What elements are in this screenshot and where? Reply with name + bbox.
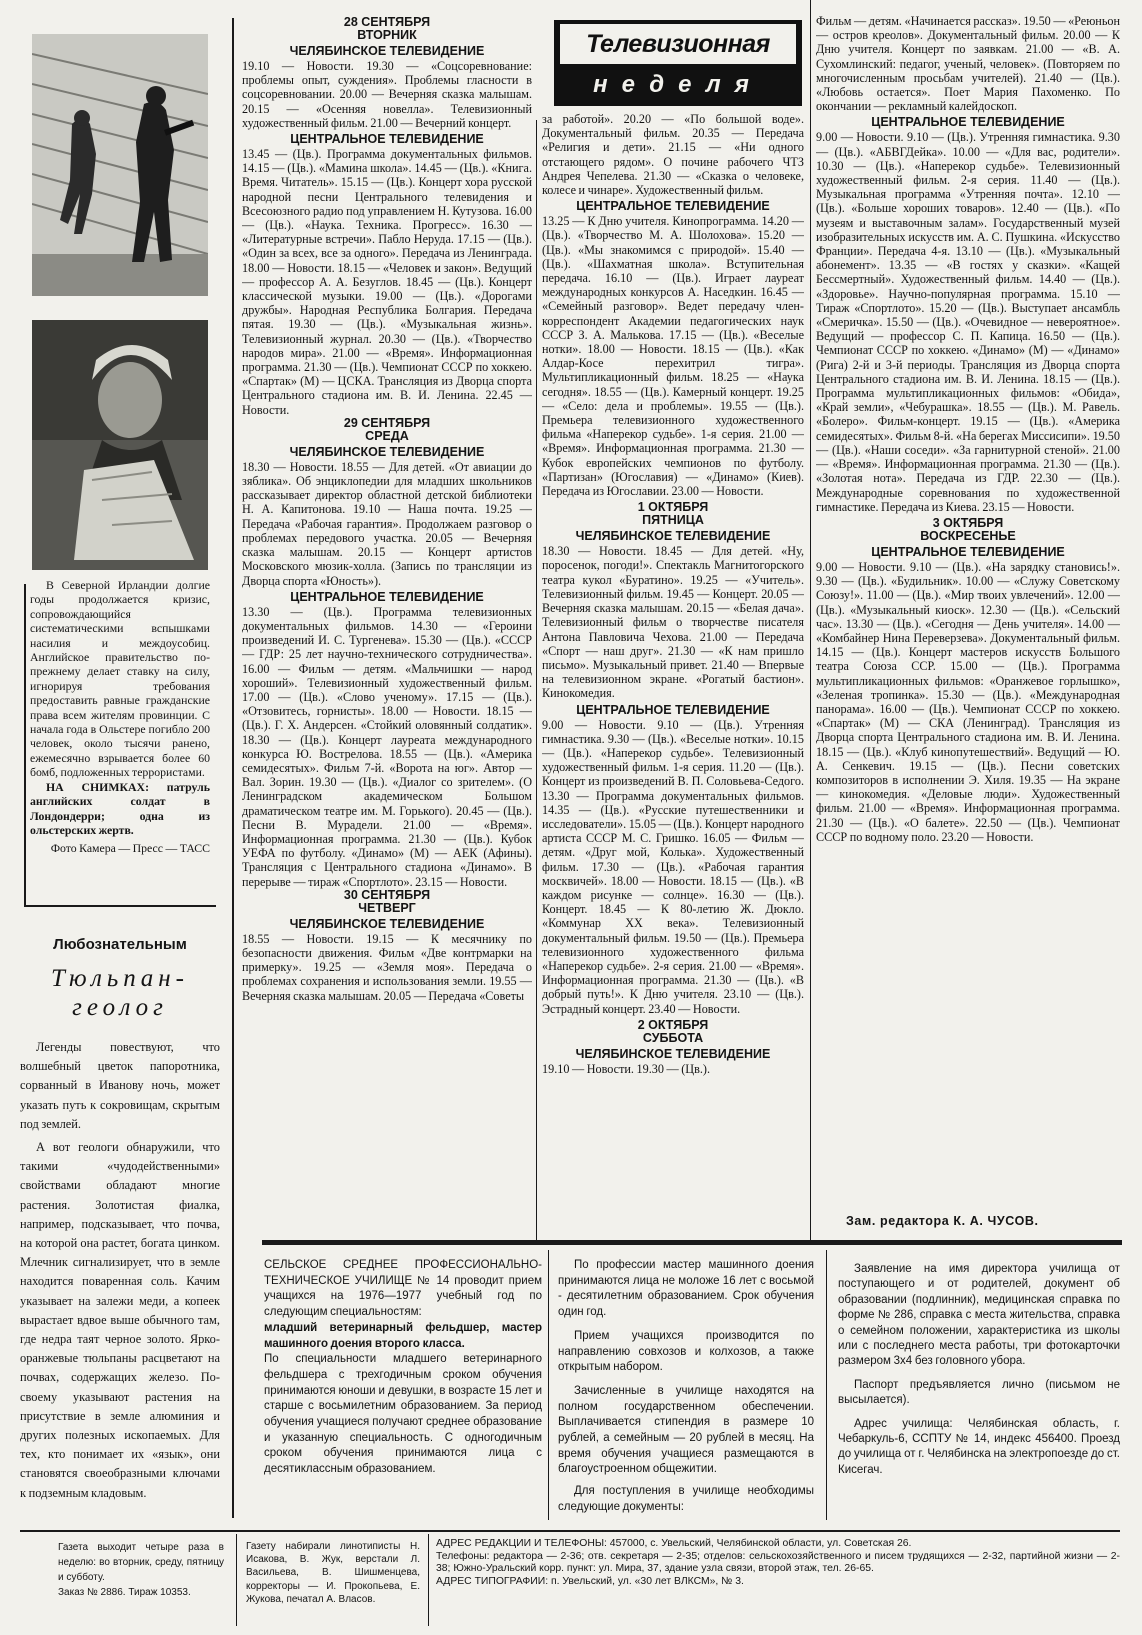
program-text: 18.55 — Новости. 19.15 — К месячнику по безопасности движения. Фильм «Две контрмарки на примерку». 19.25 — «Земля моя». Передача о проблемах сохранения и использования земли. 19.55 — Вечерняя сказка малышам. 20.05 — Передача «Советы: [242, 931, 532, 1003]
program-text: 9.00 — Новости. 9.10 — (Цв.). Утренняя гимнастика. 9.30 — (Цв.). «Веселые нотки». 10.15 — (Цв.). «Наперекор судьбе». Телевизионный художественный фильм. 1-я серия. 11.20 — (Цв.). Концерт из произведений В. П. Соловьева-Седого. 13.30 — Программа документальных фильмов. 14.35 — (Цв.). «Русские путешественники и исследователи». 15.05 — (Цв.). Концерт народного артиста СССР М. С. Гришко. 16.05 — Фильм — детям. «Друг мой, Колька». Художественный фильм. 17.30 — (Цв.). «Рабочая гарантия москвичей». 18.00 — Новости. 18.15 — (Цв.). «В каждом рисунке — солнце». 16.30 — (Цв.). Концерт. 18.45 — К 80-летию Ж. Дюкло. «Коммунар XX века». Телевизионный документальный фильм. 19.50 — (Цв.). Премьера телевизионного художественного фильма «Наперекор судьбе». 2-я серия. 21.00 — «Время». Информационная программа. 21.30 — (Цв.). «В добрый путь!». К Дню учителя. 23.10 — (Цв.). Эстрадный концерт. 23.40 — Новости.: [542, 717, 804, 1016]
editor-line: Зам. редактора К. А. ЧУСОВ.: [846, 1214, 1039, 1228]
ad-c1: Заявление на имя директора училища от поступающего и от родителей, документ об образовании (подлинник), медицинская справка по форме № 286, справка с места жительства, справка о семейном положении, характеристика из школы или с последнего места работы, три фотокарточки размером 3х4 без головного убора.: [838, 1263, 1120, 1368]
day-28-date: 28 СЕНТЯБРЯ: [343, 16, 431, 29]
ad-b4: Для поступления в училище необходимы следующие документы:: [558, 1485, 814, 1513]
child-photo-graphic: [32, 320, 208, 570]
rule-col1: [232, 18, 234, 1518]
program-text: 13.45 — (Цв.). Программа документальных фильмов. 14.15 — (Цв.). «Мамина школа». 14.45 — (Цв.). «Книга. Время. Читатель». 15.15 — (Цв.). Концерт хора русской народной песни Центрального телевидения и Всесоюзного радио под управлением Н. Кутузова. 16.00 — (Цв.). «Наука. Техника. Прогресс». 16.30 — «Литературные встречи». Пабло Неруда. 17.15 — (Цв.). «Один за всех, все за одного». Передача из Ленинграда. 18.00 — Новости. 18.15 — «Человек и закон». Ведущий — профессор А. А. Безуглов. 18.45 — (Цв.). Концерт классической музыки. 19.00 — (Цв.). «Дорогами дружбы». Народная Республика Болгария. Передача пятая. 19.30 — (Цв.). «Музыкальная жизнь». Телевизионный журнал. 20.30 — (Цв.). «Творчество народов мира». 21.00 — «Время». Информационная программа. 21.30 — (Цв.). Чемпионат СССР по хоккею. «Спартак» (М) — ЦСКА. Трансляция из Дворца спорта Центрального стадиона им. В. И. Ленина. 22.45 — Новости.: [242, 147, 532, 417]
footer-order: Заказ № 2886. Тираж 10353.: [58, 1587, 191, 1598]
article-title-1: Тюльпан-: [50, 965, 189, 992]
footer-address: [436, 1538, 1120, 1628]
ad-a1: СЕЛЬСКОЕ СРЕДНЕЕ ПРОФЕССИОНАЛЬНО-ТЕХНИЧЕСКОЕ УЧИЛИЩЕ № 14 проводит прием учащихся на 1976—1977 учебный год по следующим специальностям:: [264, 1259, 542, 1319]
masthead-subtitle: неделя: [593, 71, 763, 98]
article-title-2: геолог: [72, 994, 168, 1021]
footer-rule-2: [428, 1534, 429, 1626]
footer-print-address: АДРЕС ТИПОГРАФИИ: п. Увельский, ул. «30 лет ВЛКСМ», № 3.: [436, 1575, 744, 1587]
day-1oct-date: 1 ОКТЯБРЯ: [637, 500, 709, 515]
program-text: за работой». 20.20 — «По большой воде». Документальный фильм. 20.35 — Передача «Религия и дети». 21.15 — «Ни одного отстающего рядом». О почине рабочего ЧТЗ Андрея Чепелева. 21.30 — «Сказка о человеке, колесе и чинаре». Художественный фильм.: [542, 112, 804, 198]
rule-col3: [810, 0, 811, 1240]
footer-imprint: [58, 1540, 224, 1626]
channel-chel: ЧЕЛЯБИНСКОЕ ТЕЛЕВИДЕНИЕ: [289, 444, 485, 459]
footer-top-rule: [20, 1530, 1120, 1532]
footer-rule-1: [236, 1534, 237, 1626]
caption-snimkah: НА СНИМКАХ: патруль английских солдат в Лондондерри; одна из ольстерских жертв.: [30, 779, 210, 837]
photo-child-victim: [32, 320, 208, 570]
article-p2: А вот геологи обнаружили, что такими «чудодейственными» свойствами обладают многие растения. Золотистая фиалка, например, подсказывает, что почва, на которой она растет, богата цинком. Млечник сигнализирует, что в земле находится поваренная соль. Качим указывает на залежи меди, а копеек вырастает вдвое выше обычного там, где недра таят черное золото. Ярко-оранжевые тюльпаны расцветают на почвах, содержащих железо. По-своему указывают растения на присутствие в земле алюминия и других полезных ископаемых. Для тех, кто понимает их «язык», они становятся своеобразными ключами к подземным кладовым.: [20, 1140, 220, 1500]
day-2oct-weekday: СУББОТА: [642, 1030, 704, 1045]
rule-col2: [536, 120, 537, 1240]
ad-b3: Зачисленные в училище находятся на полном государственном обеспечении. Выплачивается стипендия в размере 10 рублей, а семейным — 20 рублей в месяц. На время обучения учащиеся размещаются в благоустроенном общежитии.: [558, 1384, 814, 1476]
ad-column-a: [264, 1258, 542, 1522]
channel-cent: ЦЕНТРАЛЬНОЕ ТЕЛЕВИДЕНИЕ: [576, 702, 770, 717]
caption-frame-bottom: [24, 905, 216, 907]
footer-editorial-address: АДРЕС РЕДАКЦИИ И ТЕЛЕФОНЫ: 457000, с. Увельский, Челябинской области, ул. Советская 26.: [436, 1538, 912, 1549]
program-text: 18.30 — Новости. 18.45 — Для детей. «Ну, поросенок, погоди!». Спектакль Магнитогорского театра кукол «Буратино». 19.25 — «Учитель». Телевизионный фильм. 19.45 — Концерт. 20.05 — Вечерняя сказка малышам. 20.15 — «Белая дача». Телевизионный фильм о творчестве писателя Антона Павловича Чехова. 21.00 — Передача «Спорт — наш друг». 21.30 — «К нам пришло письмо». Музыкальный привет. 21.40 — Впервые на телевизионном экране. «Рогатый бастион». Кинокомедия.: [542, 544, 804, 701]
tv-column-3: [542, 112, 804, 1238]
footer-phones: Телефоны: редактора — 2-36; отв. секретаря — 2-35; отделов: сельскохозяйственного и писем трудящихся — 2-32, партийной жизни — 2-38; Южно-Уральский корр. пункт: ул. Мира, 37, здание узла связи, второй этаж, тел. 26-65.: [436, 1550, 1120, 1575]
photo-caption: [30, 578, 210, 898]
day-30-weekday: ЧЕТВЕРГ: [358, 900, 416, 915]
ad-column-b: [558, 1258, 814, 1522]
article-body: [20, 1038, 220, 1506]
channel-cent: ЦЕНТРАЛЬНОЕ ТЕЛЕВИДЕНИЕ: [871, 115, 1065, 130]
ad-b2: Прием учащихся производится по направлению совхозов и колхозов, а также открытым набором.: [558, 1329, 814, 1374]
channel-cent: ЦЕНТРАЛЬНОЕ ТЕЛЕВИДЕНИЕ: [290, 589, 484, 604]
ad-top-rule: [262, 1240, 1122, 1245]
masthead-title: Телевизионная: [560, 24, 796, 64]
footer-schedule: Газета выходит четыре раза в неделю: во вторник, среду, пятницу и субботу.: [58, 1542, 224, 1583]
ad-c3: Адрес училища: Челябинская область, г. Чебаркуль-6, ССПТУ № 14, индекс 456400. Проезд до училища от г. Челябинска на электропоезде до ст. Кисегач.: [838, 1417, 1120, 1476]
day-1oct-weekday: ПЯТНИЦА: [642, 513, 704, 528]
program-text: 18.30 — Новости. 18.55 — Для детей. «От авиации до зяблика». Об энциклопедии для младших школьников рассказывает директор областной детской библиотеки Н. А. Капитонова. 19.10 — Наша почта. 19.25 — Передача «Рабочая гарантия». Продолжаем разговор о проблемах передового участка. 20.05 — Вечерняя сказка малышам. 20.15 — Концерт артистов Московского мюзик-холла. (Запись по трансляции из Дворца спорта «Юность»).: [242, 459, 532, 588]
program-text: Фильм — детям. «Начинается рассказ». 19.50 — «Реюньон — остров креолов». Документальный фильм. 20.00 — К Дню учителя. Концерт по заявкам. 21.00 — «В. А. Сухомлинский: педагог, ученый, человек». (Повторяем по многочисленным просьбам учителей). 21.40 — (Цв.). «Любовь остается». Поет Мария Пахоменко. По окончании — рекламный калейдоскоп.: [816, 14, 1120, 114]
day-3oct-date: 3 ОКТЯБРЯ: [932, 515, 1004, 530]
ad-c2: Паспорт предъявляется лично (письмом не высылается).: [838, 1378, 1120, 1407]
day-29-weekday: СРЕДА: [365, 428, 409, 443]
footer-typesetters: [246, 1540, 420, 1626]
day-30-date: 30 СЕНТЯБРЯ: [343, 887, 431, 902]
ad-rule-1: [548, 1250, 549, 1520]
ad-a2: младший ветеринарный фельдшер, мастер машинного доения второго класса.: [264, 1321, 542, 1350]
program-text: 9.00 — Новости. 9.10 — (Цв.). Утренняя гимнастика. 9.30 — (Цв.). «АБВГДейка». 10.00 — «Для вас, родители». 10.30 — (Цв.). «Наперекор судьбе». Телевизионный художественный фильм. 2-я серия. 11.40 — (Цв.). Музыкальная программа «Утренняя почта». 12.10 — (Цв.). «Больше хороших товаров». 12.40 — (Цв.). «По музеям и выставочным залам». Государственный музей изобразительных искусств им. А. С. Пушкина. «Искусство Франции». Передача 4-я. 13.10 — (Цв.). «Музыкальный абонемент». 13.35 — «В гостях у сказки». «Кащей Бессмертный». Художественный фильм. 14.40 — (Цв.). «Здоровье». Научно-популярная программа. 15.10 — Тираж «Спортлото». 15.20 — (Цв.). Выступает ансамбль «Смеричка». 15.50 — (Цв.). «Очевидное — невероятное». Ведущий — профессор С. П. Капица. 16.50 — (Цв.). Чемпионат СССР по хоккею. «Динамо» (М) — «Динамо» (Рига) 2-й и 3-й периоды. Трансляция из Дворца спорта Центрального стадиона им. В. И. Ленина. 18.15 — (Цв.). Программа мультипликационных фильмов: «Обида», «Край земли», «Чебурашка». 18.55 — (Цв.). М. Равель. «Болеро». Фильм-концерт. 19.15 — (Цв.). «Америка семидесятых». Фильм 8-й. «На берегах Миссисипи». 19.50 — (Цв.). «Наши соседи». «За гарнитурной стеной». 21.00 — «Время». Информационная программа. 21.30 — (Цв.). «Золотая нота». Передача из ГДР. 22.30 — (Цв.). Международные соревнования по художественной гимнастике. Передача из Киева. 23.15 — Новости.: [816, 130, 1120, 514]
channel-chel: ЧЕЛЯБИНСКОЕ ТЕЛЕВИДЕНИЕ: [575, 529, 771, 544]
soldiers-photo-graphic: [32, 34, 208, 296]
caption-frame-left: [24, 584, 26, 906]
ad-column-c: [838, 1262, 1120, 1522]
program-text: 13.25 — К Дню учителя. Кинопрограмма. 14.20 — (Цв.). «Творчество М. А. Шолохова». 15.20 — (Цв.). «Мы знакомимся с природой». 15.40 — (Цв.). «Шахматная школа». Вступительная передача. 16.10 — (Цв.). Играет лауреат международных конкурсов А. Наседкин. 16.45 — «Семейный разговор». Ведет передачу член-корреспондент Академии педагогических наук СССР З. А. Малькова. 17.15 — (Цв.). «Веселые нотки». 18.00 — Новости. 18.15 — (Цв.). «Как Алдар-Косе перехитрил тигра». Мультипликационный фильм. 18.25 — «Наука сегодня». 18.55 — (Цв.). Камерный концерт. 19.25 — «Село: дела и проблемы». 19.55 — (Цв.). Премьера телевизионного художественного фильма «Наперекор судьбе». 1-я серия. 21.00 — «Время». Информационная программа. 21.30 — Кубок европейских чемпионов по футболу. «Партизан» (Югославия) — «Динамо» (Киев). Передача из Югославии. 23.00 — Новости.: [542, 214, 804, 499]
article-p1: Легенды повествуют, что волшебный цветок папоротника, сорванный в Иванову ночь, может указать путь к сокровищам, скрытым под землей.: [20, 1040, 220, 1131]
channel-cent: ЦЕНТРАЛЬНОЕ ТЕЛЕВИДЕНИЕ: [576, 199, 770, 214]
program-text: 19.10 — Новости. 19.30 — (Цв.).: [542, 1061, 710, 1076]
tv-column-4: [816, 14, 1120, 1204]
channel-cent: ЦЕНТРАЛЬНОЕ ТЕЛЕВИДЕНИЕ: [871, 544, 1065, 559]
article-heading: [20, 936, 220, 1026]
program-text: 9.00 — Новости. 9.10 — (Цв.). «На зарядку становись!». 9.30 — (Цв.). «Будильник». 10.00 — «Служу Советскому Союзу!». 11.00 — (Цв.). «Мир твоих увлечений». 12.00 — (Цв.). «Музыкальный киоск». 12.30 — (Цв.). «Сельский час». 13.30 — (Цв.). «Сегодня — День учителя». 14.00 — «Комбайнер Нина Переверзева». Документальный фильм. 14.15 — (Цв.). Концерт мастеров искусств Большого театра Союза ССР. 15.00 — (Цв.). Программа мультипликационных фильмов: «Оранжевое горлышко», «Зеленая тропинка». 15.30 — (Цв.). «Международная панорама». 16.00 — (Цв.). Чемпионат СССР по хоккею. «Спартак» (М) — СКА (Ленинград). Трансляция из Дворца спорта Центрального стадиона им. В. И. Ленина. 18.15 — (Цв.). «Клуб кинопутешествий». Ведущий — Ю. А. Сенкевич. 19.15 — (Цв.). Песни советских композиторов в исполнении Э. Хиля. 19.35 — На экране — кинокомедия. «Деловые люди». Художественный фильм. 21.00 — «Время». Информационная программа. 21.30 — (Цв.). «О балете». 22.50 — (Цв.). Чемпионат СССР по водному поло. 23.20 — Новости.: [816, 559, 1120, 844]
channel-chel: ЧЕЛЯБИНСКОЕ ТЕЛЕВИДЕНИЕ: [575, 1046, 771, 1061]
day-3oct-weekday: ВОСКРЕСЕНЬЕ: [920, 528, 1016, 543]
ad-a3: По специальности младшего ветеринарного фельдшера с трехгодичным сроком обучения принимаются юноши и девушки, в возрасте 15 лет и старше с восьмилетним образованием. За период обучения учащиеся получают среднее образование и указанную специальность. С одногодичным сроком обучения принимаются лица с десятиклассным образованием.: [264, 1353, 542, 1476]
program-text: 19.10 — Новости. 19.30 — «Соцсоревнование: проблемы опыт, суждения». Проблемы гласности в соцсоревновании. 20.00 — Вечерняя сказка малышам. 20.15 — «Осенняя новелла». Телевизионный художественный фильм. 21.00 — Вечерний концерт.: [242, 59, 532, 130]
day-2oct-date: 2 ОКТЯБРЯ: [637, 1017, 709, 1032]
program-text: 13.30 — (Цв.). Программа телевизионных документальных фильмов. 14.30 — «Героини произведений И. С. Тургенева». 15.30 — (Цв.). «СССР — ГДР: 25 лет научно-технического сотрудничества». 16.00 — Фильм — детям. «Мальчишки — народ хороший». Телевизионный художественный фильм. 17.00 — (Цв.). «Слово ученому». 17.15 — (Цв.). «Отзовитесь, горнисты». 18.00 — Новости. 18.15 — (Цв.). Г. Х. Андерсен. «Стойкий оловянный солдатик». 18.30 — (Цв.). Концерт лауреата международного конкурса Ю. Вострелова. 18.55 — (Цв.). «Америка семидесятых». Фильм 7-й. «Ворота на юг». Автор — Вал. Зорин. 19.30 — (Цв.). «Диалог со зрителем». (О Ленинградском академическом Большом драматическом театре им. М. Горького). 20.45 — (Цв.). Песни В. Мурадели. 21.00 — «Время». Информационная программа. 21.30 — (Цв.). Кубок УЕФА по футболу. «Динамо» (М) — АЕК (Афины). Трансляция с Центрального стадиона «Динамо». В перерыве — тираж «Спортлото». 23.15 — Новости.: [242, 604, 532, 889]
channel-chel: ЧЕЛЯБИНСКОЕ ТЕЛЕВИДЕНИЕ: [289, 44, 485, 58]
channel-cent: ЦЕНТРАЛЬНОЕ ТЕЛЕВИДЕНИЕ: [290, 132, 484, 147]
channel-chel: ЧЕЛЯБИНСКОЕ ТЕЛЕВИДЕНИЕ: [289, 916, 485, 931]
photo-soldiers-patrol: [32, 34, 208, 296]
footer-staff: Газету набирали линотиписты Н. Исакова, В. Жук, верстали Л. Васильева, В. Шишменцева, корректоры — И. Прокопьева, Е. Жукова, печатал А. Власов.: [246, 1541, 420, 1605]
article-kicker: Любознательным: [53, 936, 187, 953]
tv-column-2: [242, 16, 532, 1238]
day-29-date: 29 СЕНТЯБРЯ: [343, 415, 431, 430]
masthead: [554, 20, 802, 106]
day-28-weekday: ВТОРНИК: [357, 28, 417, 42]
ad-rule-2: [826, 1250, 827, 1520]
caption-credit: Фото Камера — Пресс — ТАСС: [50, 841, 210, 856]
ad-b1: По профессии мастер машинного доения принимаются лица не моложе 16 лет с восьмой - десятилетним образованием. Срок обучения один год.: [558, 1259, 814, 1319]
caption-text: В Северной Ирландии долгие годы продолжается кризис, сопровождающийся систематическими вспышками насилия и междоусобиц. Английское правительство по-прежнему делает ставку на силу, игнорируя требования предоставить равные гражданские права всем жителям провинции. С начала года в Ольстере погибло 200 человек, около тысячи ранено, ежемесячно взрывается более 60 бомб, подложенных террористами.: [30, 578, 210, 780]
